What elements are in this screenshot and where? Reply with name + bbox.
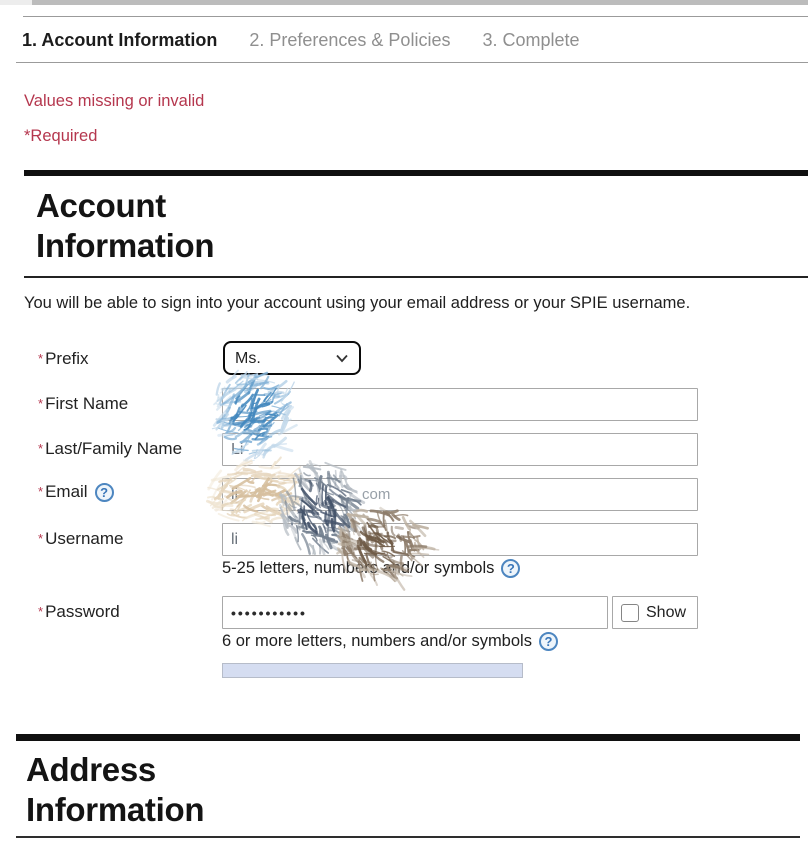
email-value-fragment: com bbox=[362, 486, 391, 503]
first-name-input[interactable] bbox=[222, 388, 698, 421]
step-tab-complete[interactable]: 3. Complete bbox=[482, 30, 580, 50]
required-asterisk: * bbox=[38, 604, 44, 619]
section-title-address-information: Address Information bbox=[26, 751, 205, 828]
intro-text: You will be able to sign into your account using your email address or your SPIE username. bbox=[24, 294, 691, 312]
required-note: *Required bbox=[24, 127, 98, 145]
required-asterisk: * bbox=[38, 484, 44, 499]
username-hint: 5-25 letters, numbers and/or symbols ? bbox=[222, 559, 520, 578]
required-asterisk: * bbox=[38, 441, 44, 456]
email-help-icon[interactable]: ? bbox=[95, 483, 114, 502]
divider bbox=[23, 16, 808, 17]
first-name-label: * First Name bbox=[38, 394, 129, 413]
divider bbox=[24, 276, 808, 278]
divider bbox=[16, 836, 800, 838]
step-tab-account-information[interactable]: 1. Account Information bbox=[22, 30, 218, 50]
password-label: * Password bbox=[38, 602, 120, 621]
email-label: * Email ? bbox=[38, 482, 114, 502]
password-strength-bar bbox=[222, 663, 523, 678]
section-header-bar bbox=[24, 170, 808, 176]
section-title-account-information: Account Information bbox=[36, 187, 215, 264]
username-help-icon[interactable]: ? bbox=[501, 559, 520, 578]
last-name-input[interactable] bbox=[222, 433, 698, 466]
password-help-icon[interactable]: ? bbox=[539, 632, 558, 651]
required-asterisk: * bbox=[38, 351, 44, 366]
prefix-select[interactable] bbox=[223, 341, 361, 375]
show-password-box bbox=[612, 596, 698, 629]
password-hint: 6 or more letters, numbers and/or symbols ? bbox=[222, 632, 558, 651]
error-message: Values missing or invalid bbox=[24, 92, 205, 110]
wizard-steps bbox=[22, 30, 607, 51]
username-label: * Username bbox=[38, 529, 124, 548]
divider bbox=[16, 62, 808, 63]
username-input[interactable] bbox=[222, 523, 698, 556]
email-input[interactable] bbox=[222, 478, 698, 511]
section-header-bar bbox=[16, 734, 800, 741]
prefix-label: * Prefix bbox=[38, 349, 89, 368]
top-divider-bar bbox=[0, 0, 808, 5]
last-name-label: * Last/Family Name bbox=[38, 439, 183, 458]
show-password-checkbox[interactable] bbox=[621, 604, 639, 622]
step-tab-preferences-policies[interactable]: 2. Preferences & Policies bbox=[249, 30, 451, 50]
show-password-label[interactable]: Show bbox=[646, 603, 687, 621]
password-input[interactable] bbox=[222, 596, 608, 629]
required-asterisk: * bbox=[38, 396, 44, 411]
required-asterisk: * bbox=[38, 531, 44, 546]
